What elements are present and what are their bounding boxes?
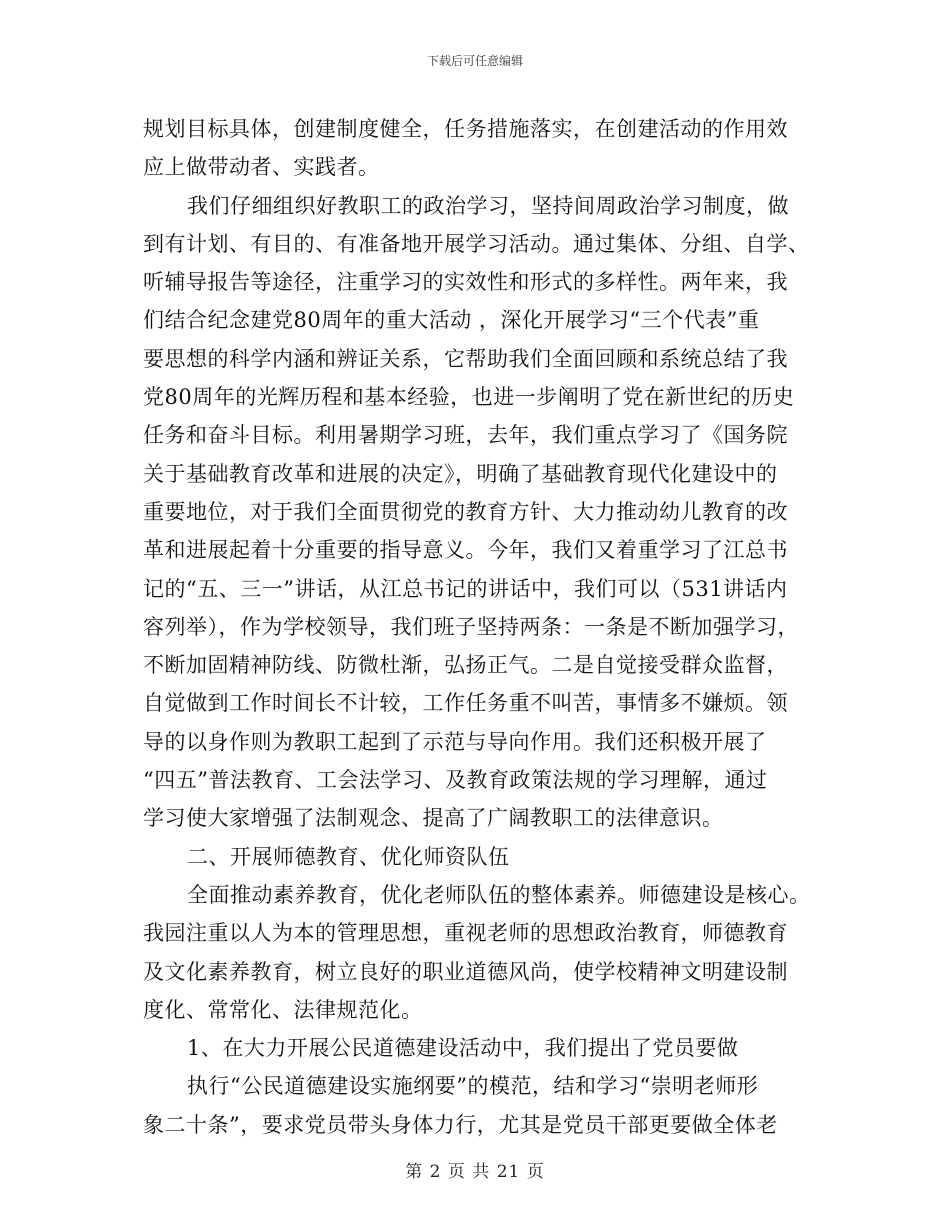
text-line: 我们仔细组织好教职工的政治学习，坚持间周政治学习制度，做 [187,193,789,218]
text-line: 我园注重以人为本的管理思想，重视老师的思想政治教育，师德教育 [143,921,788,946]
text-line: 到有计划、有目的、有准备地开展学习活动。通过集体、分组、自学、 [143,231,810,256]
text-line: 容列举），作为学校领导，我们班子坚持两条：一条是不断加强学习， [143,614,799,639]
text-line: 革和进展起着十分重要的指导意义。今年，我们又着重学习了江总书 [143,538,788,563]
text-line: 记的“五、三一”讲话，从江总书记的讲话中，我们可以（531讲话内 [143,576,788,601]
text-line: 规划目标具体，创建制度健全，任务措施落实，在创建活动的作用效 [143,117,788,141]
document-body [143,110,843,1144]
text-line: 们结合纪念建党80周年的重大活动 ，深化开展学习“三个代表”重 [143,308,760,333]
text-line: 1、在大力开展公民道德建设活动中，我们提出了党员要做 [187,1036,739,1061]
text-line: 全面推动素养教育，优化老师队伍的整体素养。师德建设是核心。 [187,882,811,907]
text-line: “四五”普法教育、工会法学习、及教育政策法规的学习理解，通过 [143,768,768,793]
text-line: 党80周年的光辉历程和基本经验，也进一步阐明了党在新世纪的历史 [143,385,795,410]
page-header: 下载后可任意编辑 [426,54,523,68]
text-line: 关于基础教育改革和进展的决定》，明确了基础教育现代化建设中的 [143,461,778,486]
text-line: 执行“公民道德建设实施纲要”的模范，结和学习“崇明老师形 [187,1074,759,1099]
section-heading: 二、开展师德教育、优化师资队伍 [187,844,510,869]
text-line: 象二十条”，要求党员带头身体力行，尤其是党员干部更要做全体老 [143,1112,778,1137]
text-line: 应上做带动者、实践者。 [143,155,380,180]
text-line: 自觉做到工作时间长不计较，工作任务重不叫苦，事情多不嫌烦。领 [143,691,788,716]
text-line: 不断加固精神防线、防微杜渐，弘扬正气。二是自觉接受群众监督， [143,653,788,678]
text-line: 听辅导报告等途径，注重学习的实效性和形式的多样性。两年来，我 [143,270,788,295]
page-number-footer: 第 2 页 共 21 页 [405,1162,545,1182]
text-line: 重要地位，对于我们全面贯彻党的教育方针、大力推动幼儿教育的改 [143,499,788,524]
text-line: 度化、常常化、法律规范化。 [143,997,423,1022]
text-line: 任务和奋斗目标。利用暑期学习班，去年，我们重点学习了《国务院 [143,423,788,448]
text-line: 导的以身作则为教职工起到了示范与导向作用。我们还积极开展了 [143,729,767,754]
text-line: 及文化素养教育，树立良好的职业道德风尚，使学校精神文明建设制 [143,959,788,984]
text-line: 学习使大家增强了法制观念、提高了广阔教职工的法律意识。 [143,806,724,831]
text-line: 要思想的科学内涵和辨证关系，它帮助我们全面回顾和系统总结了我 [143,346,788,371]
